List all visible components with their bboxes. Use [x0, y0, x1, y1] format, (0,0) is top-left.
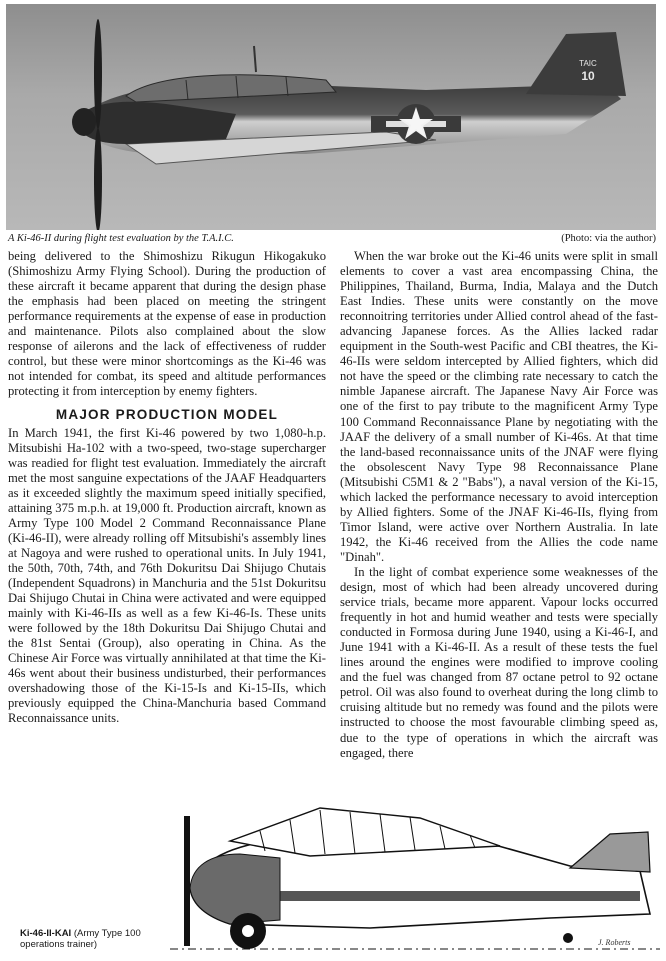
aircraft-photo	[6, 4, 656, 230]
drawing-label	[20, 928, 180, 950]
right-column	[340, 249, 658, 761]
tail-marking-2: 10	[581, 69, 595, 83]
left-column	[8, 249, 326, 726]
drawing-label-model: Ki-46-II-KAI	[20, 928, 72, 939]
aircraft-line-drawing	[170, 796, 666, 956]
caption-text: A Ki-46-II during flight test evaluation by the T.A.I.C.	[8, 233, 234, 244]
photo-caption	[8, 232, 656, 246]
section-heading: MAJOR PRODUCTION MODEL	[55, 407, 279, 423]
right-paragraph-2: In the light of combat experience some weaknesses of the design, most of which had been already uncovered during service trials, became more apparent. Vapour locks occurred frequently in hot and humid weather and tests were specially conducted in Formosa during June 1940, using a Ki-46-I, and June 1941 with a Ki-46-II. As a result of these tests the fuel lines around the engines were modified to improve cooling and the fuel was changed from 87 octane petrol to 92 octane petrol. Oil was also found to overheat during the long climb to cruising altitude but no remedy was found and the pilots were instructed to choose the most favourable climbing speed as, due to the type of operations in which the aircraft was engaged, there	[340, 564, 658, 760]
left-paragraph-1: being delivered to the Shimoshizu Rikugun Hikogakuko (Shimoshizu Army Flying School). During the production of these aircraft it became apparent that during the design phase the emphasis had been placed on meeting the stringent performance requirements at the expense of ease in production and maintenance. Pilots also complained about the slow response of ailerons and the lack of effectiveness of rudder control, but these were minor shortcomings as the Ki-46 was not intended for combat, its speed and altitude performances protecting it from interception by enemy fighters.	[8, 249, 326, 399]
aircraft-photo-drawing	[6, 4, 656, 230]
tail-marking-1: TAIC	[579, 59, 597, 68]
drawing-label-desc: (Army Type 100 operations trainer)	[20, 928, 141, 950]
left-paragraph-2: In March 1941, the first Ki-46 powered by two 1,080-h.p. Mitsubishi Ha-102 with a two-speed, two-stage supercharger was readied for flight test evaluation. Immediately the aircraft met the most sanguine expectations of the JAAF Headquarters as it exceeded slightly the maximum speed initially specified, attaining 375 m.p.h. at 19,000 ft. Production aircraft, known as Army Type 100 Model 2 Command Reconnaissance Plane (Ki-46-II), were already rolling off Mitsubishi's assembly lines at Nagoya and were rushed to operational units. In July 1941, the 50th, 70th, 74th, and 76th Dokuritsu Dai Shijugo Chutais (Independent Squadrons) in Manchuria and the 51st Dokuritsu Dai Shijugo Chutai in China were activated and were equipped mainly with Ki-46-IIs as well as a few Ki-46-Is. These units were followed by the 18th Dokuritsu Dai Shijugo Chutai and the 81st Sentai (Group), also operating in China. As the Chinese Air Force was virtually annihilated at that time the Ki-46s went about their business undisturbed, their performances overshadowing those of the Ki-15-Is and Ki-15-IIs, which previously equipped the China-Manchuria based Command Reconnaissance units.	[8, 425, 326, 726]
right-paragraph-1: When the war broke out the Ki-46 units were split in small elements to cover a vast area encompassing China, the Philippines, Thailand, Burma, India, Malaya and the Dutch East Indies. These units were constantly on the move reconnoitring territories under Allied control ahead of the fast-advancing Japanese forces. As the Allies lacked radar equipment in the South-west Pacific and CBI theatres, the Ki-46-IIs were seldom intercepted by Allied fighters, which did not have the speed or the climbing rate necessary to catch the nimble Japanese aircraft. The Japanese Navy Air Force was one of the first to pay tribute to the magnificent Army Type 100 Command Reconnaissance Plane by negotiating with the JAAF the delivery of a small number of Ki-46s. At that time the land-based reconnaissance units of the JNAF were flying the obsolescent Navy Type 98 Reconnaissance Plane (Mitsubishi C5M1 & 2 "Babs"), a naval version of the Ki-15, which lacked the performance necessary to avoid interception by Allied fighters. Some of the JNAF Ki-46-IIs, flying from Timor Island, were active over Northern Australia. In late 1942, the Ki-46 received from the Allies the code name "Dinah".	[340, 249, 658, 564]
photo-credit: (Photo: via the author)	[561, 233, 656, 244]
artist-signature: J. Roberts	[598, 938, 631, 947]
trainer-profile-drawing	[170, 796, 666, 956]
